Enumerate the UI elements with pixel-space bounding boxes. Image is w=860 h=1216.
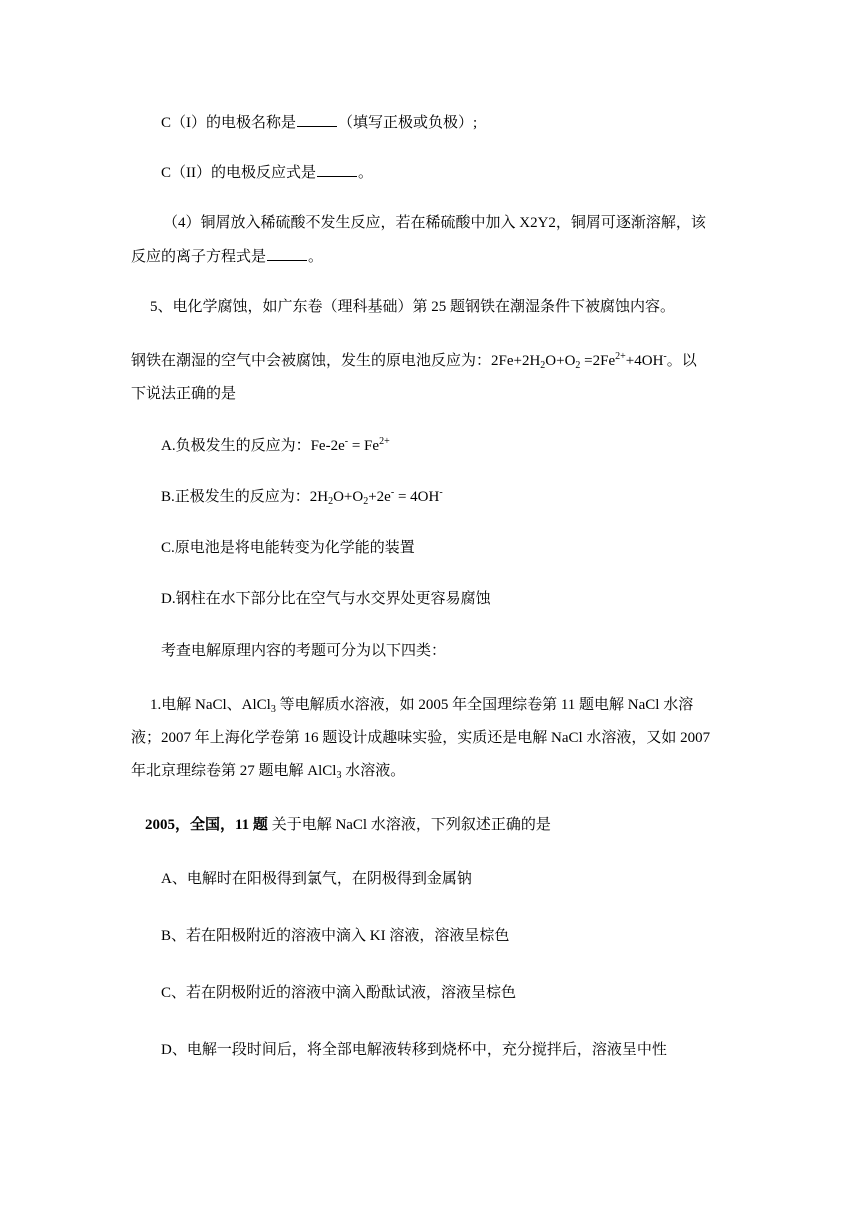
text: C.原电池是将电能转变为化学能的装置 <box>161 540 415 556</box>
text: +4OH <box>625 353 664 369</box>
paragraph-electrode-name <box>161 112 477 133</box>
text: = 4OH <box>394 489 440 505</box>
option-a <box>161 436 390 456</box>
text: 下说法正确的是 <box>131 386 237 402</box>
question-option-d <box>161 1040 667 1060</box>
question-option-a <box>161 869 472 889</box>
text: A.负极发生的反应为：Fe-2e <box>161 438 345 454</box>
paragraph-corrosion-reaction <box>131 351 697 371</box>
text: 水溶液。 <box>341 763 406 779</box>
subscript: 3 <box>270 704 276 715</box>
option-c <box>161 538 415 558</box>
superscript: - <box>390 487 395 498</box>
text: D、电解一段时间后，将全部电解液转移到烧杯中，充分搅拌后，溶液呈中性 <box>161 1042 667 1058</box>
question-2005-heading <box>145 815 551 835</box>
text: 液；2007 年上海化学卷第 16 题设计成趣味实验，实质还是电解 NaCl 水溶液，又如 2007 <box>131 730 711 746</box>
text: = Fe <box>348 438 380 454</box>
text: 。 <box>308 249 324 265</box>
text: 。 <box>358 165 374 181</box>
subscript: 2 <box>575 360 581 371</box>
text: 关于电解 NaCl 水溶液，下列叙述正确的是 <box>267 817 551 833</box>
subscript: 2 <box>363 496 369 507</box>
text: C、若在阴极附近的溶液中滴入酚酞试液，溶液呈棕色 <box>161 985 517 1001</box>
text: B、若在阳极附近的溶液中滴入 KI 溶液，溶液呈棕色 <box>161 928 510 944</box>
text: 钢铁在潮湿的空气中会被腐蚀，发生的原电池反应为：2Fe+2H <box>131 353 541 369</box>
paragraph-question-4-cont <box>131 246 323 267</box>
answer-blank <box>297 112 337 127</box>
text: B.正极发生的反应为：2H <box>161 489 329 505</box>
text: C（I）的电极名称是 <box>161 115 297 131</box>
option-d <box>161 589 491 609</box>
text: 年北京理综卷第 27 题电解 AlCl <box>131 763 337 779</box>
paragraph-electrolysis-2 <box>131 728 710 748</box>
subscript: 3 <box>336 770 342 781</box>
text: O+O <box>333 489 364 505</box>
text: （4）铜屑放入稀硫酸不发生反应，若在稀硫酸中加入 X2Y2，铜屑可逐渐溶解，该 <box>163 215 706 231</box>
superscript: - <box>663 351 667 362</box>
text: C（II）的电极反应式是 <box>161 165 316 181</box>
subscript: 2 <box>540 360 546 371</box>
text: 考查电解原理内容的考题可分为以下四类： <box>161 643 447 659</box>
question-source: 2005，全国，11 题 <box>145 817 268 833</box>
question-option-c <box>161 983 516 1003</box>
superscript: 2+ <box>379 436 390 447</box>
text: =2Fe <box>580 353 616 369</box>
option-b <box>161 487 443 507</box>
paragraph-electrolysis-3 <box>131 761 405 781</box>
section-electrochemical-corrosion <box>150 297 675 317</box>
paragraph-electrolysis-intro <box>161 641 446 661</box>
text: A、电解时在阳极得到氯气，在阴极得到金属钠 <box>161 871 472 887</box>
subscript: 2 <box>328 496 334 507</box>
superscript: - <box>439 487 443 498</box>
text: 等电解质水溶液，如 2005 年全国理综卷第 11 题电解 NaCl 水溶 <box>275 697 694 713</box>
answer-blank <box>267 246 307 261</box>
paragraph-electrode-reaction <box>161 162 373 183</box>
text: 1.电解 NaCl、AlCl <box>150 697 271 713</box>
answer-blank <box>317 162 357 177</box>
paragraph-electrolysis-1 <box>150 695 693 715</box>
question-option-b <box>161 926 509 946</box>
text: （填写正极或负极）; <box>338 115 478 131</box>
superscript: - <box>344 436 349 447</box>
paragraph-corrosion-question <box>131 384 236 404</box>
text: O+O <box>545 353 576 369</box>
text: 5、电化学腐蚀，如广东卷（理科基础）第 25 题钢铁在潮湿条件下被腐蚀内容。 <box>150 299 676 315</box>
paragraph-question-4 <box>163 213 706 233</box>
text: 反应的离子方程式是 <box>131 249 267 265</box>
text: 。以 <box>666 353 697 369</box>
text: D.钢柱在水下部分比在空气与水交界处更容易腐蚀 <box>161 591 491 607</box>
text: +2e <box>368 489 391 505</box>
superscript: 2+ <box>615 351 626 362</box>
